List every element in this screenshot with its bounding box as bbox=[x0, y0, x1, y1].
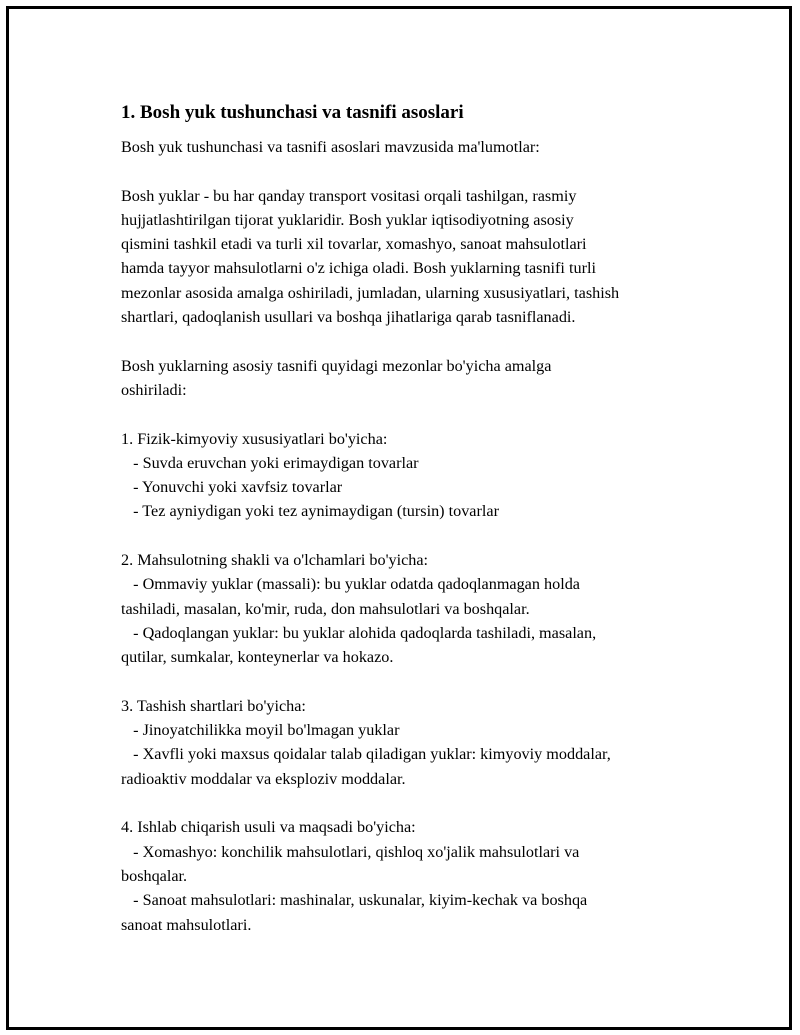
text-line: - Jinoyatchilikka moyil bo'lmagan yuklar bbox=[121, 721, 400, 740]
text-line: - Qadoqlangan yuklar: bu yuklar alohida qadoqlarda tashiladi, masalan, bbox=[121, 623, 597, 642]
blank-line bbox=[121, 159, 711, 183]
text-line: boshqalar. bbox=[121, 866, 188, 885]
text-line: - Sanoat mahsulotlari: mashinalar, uskunalar, kiyim-kechak va boshqa bbox=[121, 891, 588, 910]
blank-line bbox=[121, 791, 711, 815]
text-line: 2. Mahsulotning shakli va o'lchamlari bo'yicha: bbox=[121, 551, 429, 570]
text-line: Bosh yuklarning asosiy tasnifi quyidagi mezonlar bo'yicha amalga bbox=[121, 356, 552, 375]
text-line: - Yonuvchi yoki xavfsiz tovarlar bbox=[121, 478, 343, 497]
document-text bbox=[121, 135, 711, 937]
document-body bbox=[121, 101, 711, 937]
document-title: 1. Bosh yuk tushunchasi va tasnifi asoslari bbox=[121, 102, 464, 123]
text-line: - Xavfli yoki maxsus qoidalar talab qiladigan yuklar: kimyoviy moddalar, bbox=[121, 745, 611, 764]
text-line: hamda tayyor mahsulotlarni o'z ichiga oladi. Bosh yuklarning tasnifi turli bbox=[121, 259, 596, 278]
blank-line bbox=[121, 402, 711, 426]
text-line: oshiriladi: bbox=[121, 380, 187, 399]
text-line: - Tez ayniydigan yoki tez aynimaydigan (tursin) tovarlar bbox=[121, 502, 499, 521]
text-line: sanoat mahsulotlari. bbox=[121, 915, 252, 934]
blank-line bbox=[121, 329, 711, 353]
text-line: 4. Ishlab chiqarish usuli va maqsadi bo'yicha: bbox=[121, 818, 416, 837]
text-line: Bosh yuklar - bu har qanday transport vositasi orqali tashilgan, rasmiy bbox=[121, 186, 577, 205]
text-line: - Ommaviy yuklar (massali): bu yuklar odatda qadoqlanmagan holda bbox=[121, 575, 580, 594]
text-line: Bosh yuk tushunchasi va tasnifi asoslari mavzusida ma'lumotlar: bbox=[121, 138, 540, 156]
text-line: radioaktiv moddalar va eksploziv moddalar. bbox=[121, 769, 406, 788]
text-line: qismini tashkil etadi va turli xil tovarlar, xomashyo, sanoat mahsulotlari bbox=[121, 235, 587, 254]
text-line: qutilar, sumkalar, konteynerlar va hokazo. bbox=[121, 648, 394, 667]
text-line: mezonlar asosida amalga oshiriladi, jumladan, ularning xususiyatlari, tashish bbox=[121, 283, 620, 302]
blank-line bbox=[121, 524, 711, 548]
text-line: - Xomashyo: konchilik mahsulotlari, qishloq xo'jalik mahsulotlari va bbox=[121, 842, 580, 861]
text-line: tashiladi, masalan, ko'mir, ruda, don mahsulotlari va boshqalar. bbox=[121, 599, 530, 618]
page-frame bbox=[6, 6, 792, 1030]
text-line: shartlari, qadoqlanish usullari va boshqa jihatlariga qarab tasniflanadi. bbox=[121, 308, 576, 327]
text-line: 1. Fizik-kimyoviy xususiyatlari bo'yicha: bbox=[121, 429, 388, 448]
text-line: 3. Tashish shartlari bo'yicha: bbox=[121, 696, 306, 715]
text-line: - Suvda eruvchan yoki erimaydigan tovarlar bbox=[121, 453, 419, 472]
text-line: hujjatlashtirilgan tijorat yuklaridir. Bosh yuklar iqtisodiyotning asosiy bbox=[121, 210, 574, 229]
blank-line bbox=[121, 670, 711, 694]
